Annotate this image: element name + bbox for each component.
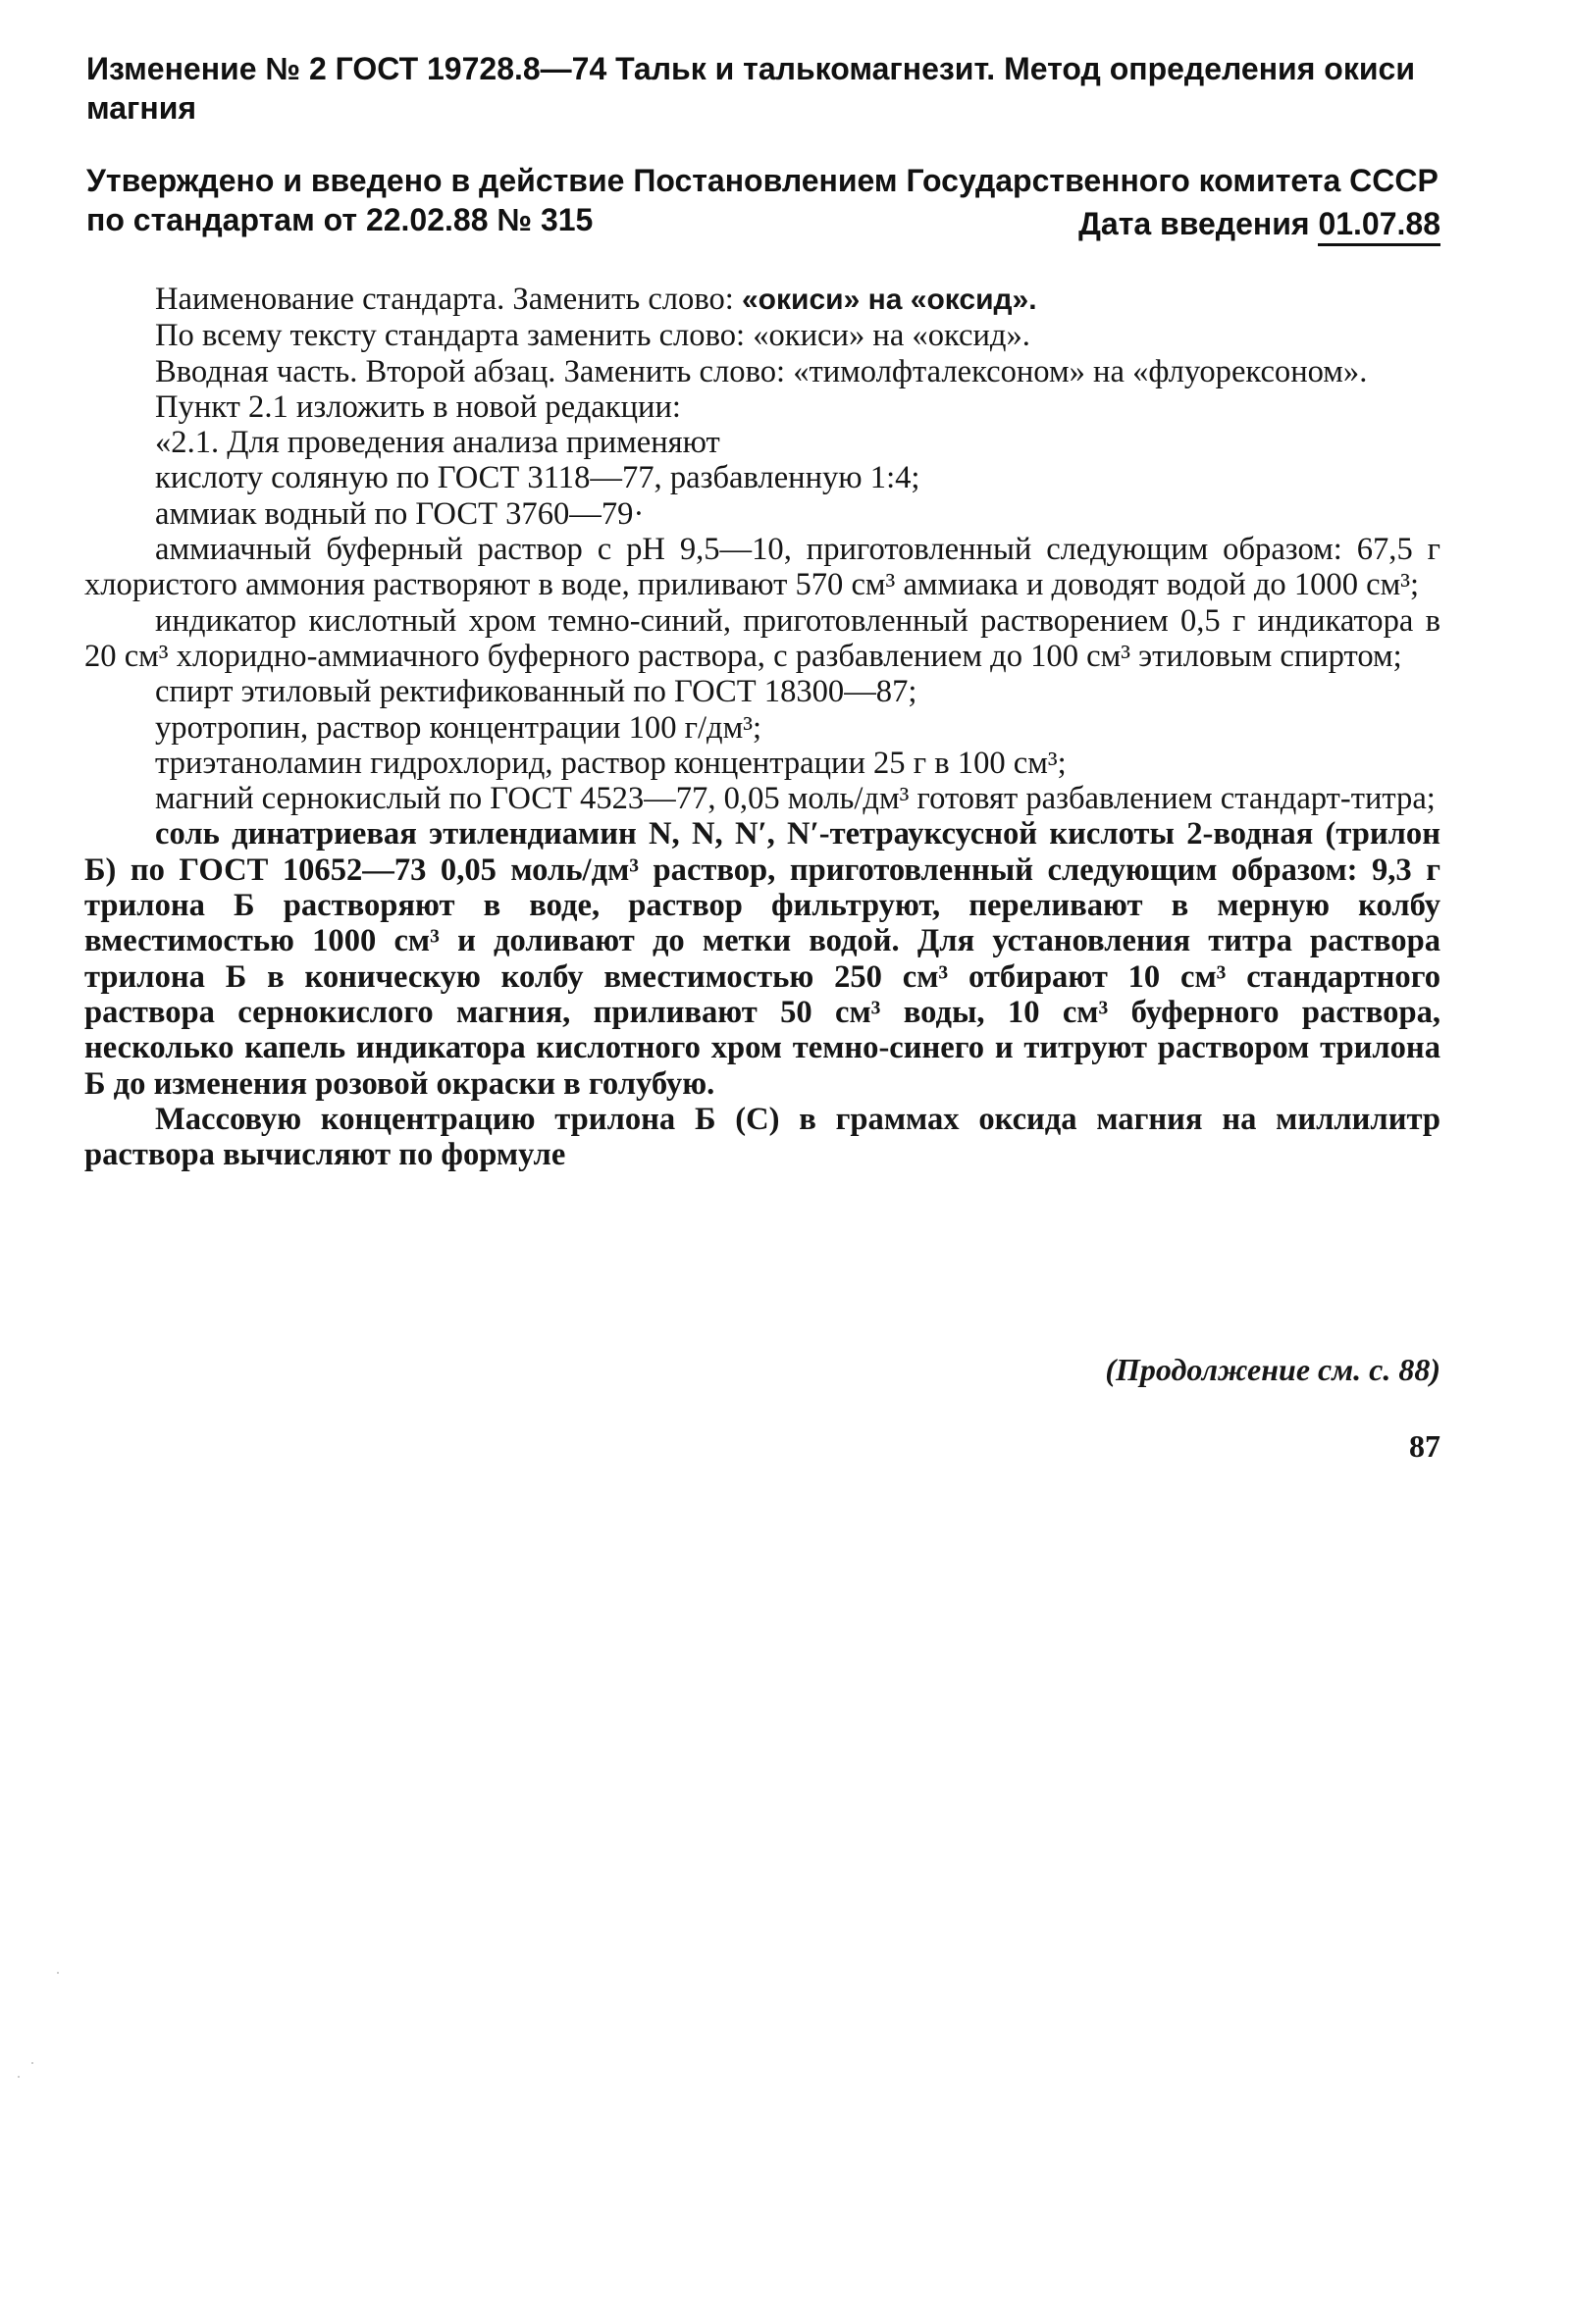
scan-speck (57, 1972, 59, 1974)
reagent-triethanolamine: триэтаноламин гидрохлорид, раствор концентрации 25 г в 100 см³; (155, 745, 1067, 781)
reagent-hydrochloric-acid: кислоту соляную по ГОСТ 3118—77, разбавленную 1:4; (155, 460, 920, 496)
paragraph-text: Наименование стандарта. Заменить слово: (155, 282, 742, 317)
amendment-title: Изменение № 2 ГОСТ 19728.8—74 Тальк и талькомагнезит. Метод определения окиси магния (86, 51, 1415, 126)
reagent-urotropin: уротропин, раствор концентрации 100 г/дм³; (155, 709, 762, 746)
paragraph-intro-part: Вводная часть. Второй абзац. Заменить слово: «тимолфталексоном» на «флуорексоном». (155, 353, 1368, 389)
effective-date (1078, 204, 1440, 243)
scan-speck (31, 2062, 33, 2064)
paragraph-clause-2-1: Пункт 2.1 изложить в новой редакции: (155, 388, 681, 425)
page-number: 87 (1409, 1428, 1440, 1464)
reagent-buffer-solution: аммиачный буферный раствор с pH 9,5—10, приготовленный следующим образом: 67,5 г хлористого аммония растворяют в воде, приливают 570 см³ аммиака и доводят водой до 1000 см³; (84, 532, 1440, 603)
scan-speck (18, 2076, 20, 2078)
approval-statement: Утверждено и введено в действие Постановлением Государственного комитета СССР по стандартам от 22.02.88 № 315 (86, 163, 1439, 237)
reagent-ethanol: спирт этиловый ректификованный по ГОСТ 18300—87; (155, 674, 917, 710)
reagent-ammonia: аммиак водный по ГОСТ 3760—79· (155, 495, 645, 532)
reagent-trilon-b: соль динатриевая этилендиамин N, N, N′, N′-тетрауксусной кислоты 2-водная (трилон Б) по ГОСТ 10652—73 0,05 моль/дм³ раствор, приготовленный следующим образом: 9,3 г трилона Б растворяют в воде, раствор фильтруют, переливают в мерную колбу вместимостью 1000 см³ и доливают до метки водой. Для установления титра раствора трилона Б в коническую колбу вместимостью 250 см³ отбирают 10 см³ стандартного раствора сернокислого магния, приливают 50 см³ воды, 10 см³ буферного раствора, несколько капель индикатора кислотного хром темно-синего и титруют раствором трилона Б до изменения розовой окраски в голубую. (84, 816, 1440, 1102)
continuation-note: (Продолжение см. с. 88) (1105, 1352, 1440, 1387)
effective-date-value: 01.07.88 (1318, 206, 1440, 246)
reagent-magnesium-sulfate: магний сернокислый по ГОСТ 4523—77, 0,05 моль/дм³ готовят разбавлением стандарт-титра; (155, 781, 1436, 817)
amendment-body (84, 282, 1440, 1172)
paragraph-standard-name (84, 282, 1440, 318)
paragraph-replace-throughout: По всему тексту стандарта заменить слово: «окиси» на «оксид». (155, 318, 1030, 354)
paragraph-bold-text: «окиси» на «оксид». (742, 284, 1037, 316)
effective-date-label: Дата введения (1078, 206, 1310, 241)
reagent-indicator: индикатор кислотный хром темно-синий, приготовленный растворением 0,5 г индикатора в 20 см³ хлоридно-аммиачного буферного раствора, с разбавлением до 100 см³ этиловым спиртом; (84, 602, 1440, 674)
paragraph-mass-concentration: Массовую концентрацию трилона Б (C) в граммах оксида магния на миллилитр раствора вычисляют по формуле (84, 1101, 1440, 1173)
paragraph-reagents-intro: «2.1. Для проведения анализа применяют (155, 425, 720, 461)
